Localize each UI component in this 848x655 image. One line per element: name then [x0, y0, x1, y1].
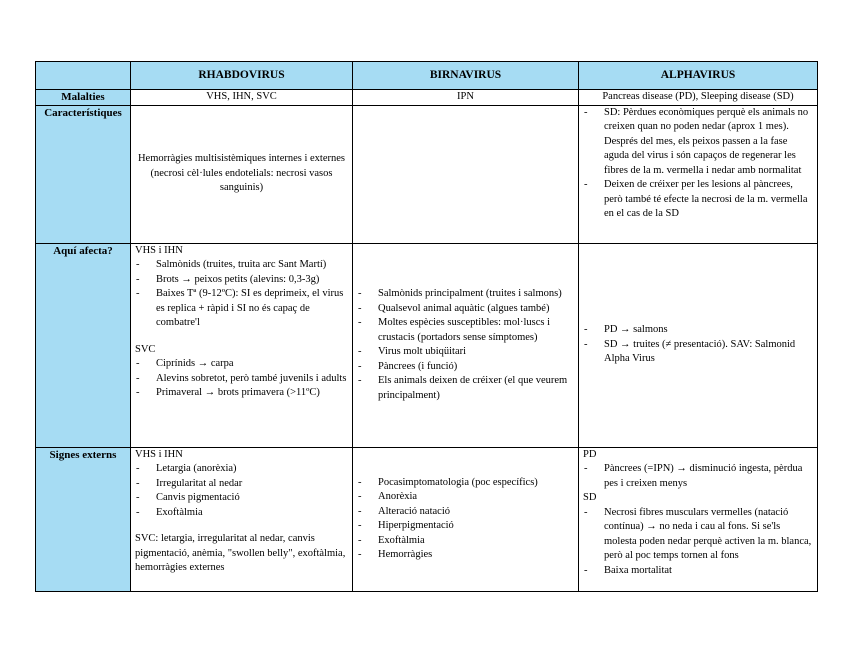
- list-item: - Hemorràgies: [357, 548, 574, 563]
- list-item: - Salmònids (truites, truita arc Sant Martí): [135, 258, 348, 273]
- list-item: - Irregularitat al nedar: [135, 477, 348, 492]
- row-label-signes-externs: Signes externs: [36, 447, 131, 591]
- header-alphavirus: ALPHAVIRUS: [579, 62, 818, 90]
- row-aqui-afecta: [36, 243, 818, 447]
- list-signes-vhs-ihn: [135, 462, 348, 520]
- row-label-aqui-afecta: Aquí afecta?: [36, 243, 131, 447]
- list-item: - Anorèxia: [357, 490, 574, 505]
- list-item: - Alevins sobretot, però també juvenils i adults: [135, 372, 348, 387]
- row-signes-externs: [36, 447, 818, 591]
- list-item: - Pàncrees (=IPN) → disminució ingesta, pèrdua pes i creixen menys: [583, 462, 813, 491]
- list-item: - Deixen de créixer per les lesions al pàncrees, però també té efecte la necrosi de la m. vermella en el cas de la SD: [583, 178, 813, 222]
- cell-aqui-afecta-rhabdo: [131, 243, 353, 447]
- list-vhs-ihn-hosts: [135, 258, 348, 331]
- list-item: - Pocasimptomatologia (poc específics): [357, 476, 574, 491]
- cell-signes-birna: [353, 447, 579, 591]
- list-item: - Canvis pigmentació: [135, 491, 348, 506]
- list-item: - PD → salmons: [583, 323, 813, 338]
- cell-aqui-afecta-alpha: [579, 243, 818, 447]
- list-item: - Primaveral → brots primavera (>11ºC): [135, 386, 348, 401]
- header-corner: [36, 62, 131, 90]
- cell-malalties-alpha: Pancreas disease (PD), Sleeping disease (SD): [579, 90, 818, 106]
- cell-malalties-birna: IPN: [353, 90, 579, 106]
- row-malalties: [36, 90, 818, 106]
- list-signes-birna: [357, 476, 574, 563]
- list-item: - Necrosi fibres musculars vermelles (natació contínua) → no neda i cau al fons. Si se'ls molesta poden nedar perquè activen la m. blanca, però al poc temps tornen al fons: [583, 506, 813, 564]
- signes-sd-title: SD: [583, 492, 597, 503]
- list-item: - SD → truites (≠ presentació). SAV: Salmonid Alpha Virus: [583, 338, 813, 367]
- header-birnavirus: BIRNAVIRUS: [353, 62, 579, 90]
- cell-signes-alpha: [579, 447, 818, 591]
- list-item: - Exoftàlmia: [357, 534, 574, 549]
- list-svc-hosts: [135, 357, 348, 401]
- list-item: - Baixa mortalitat: [583, 564, 813, 579]
- list-item: - Els animals deixen de créixer (el que veurem principalment): [357, 374, 574, 403]
- row-label-malalties: Malalties: [36, 90, 131, 106]
- cell-caracteristiques-alpha: [579, 105, 818, 243]
- signes-svc-text: SVC: letargia, irregularitat al nedar, canvis pigmentació, anèmia, "swollen belly", exoftàlmia, hemorràgies externes: [135, 533, 346, 573]
- row-label-caracteristiques: Característiques: [36, 105, 131, 243]
- list-item: - Alteració natació: [357, 505, 574, 520]
- list-item: - Salmònids principalment (truites i salmons): [357, 287, 574, 302]
- list-item: - Letargia (anorèxia): [135, 462, 348, 477]
- list-item: - SD: Pèrdues econòmiques perquè els animals no creixen quan no poden nedar (aprox 1 mes). Després del mes, els peixos passen a la fase aguda del virus i són capaços de regenerar les fibres de la m. vermella i nedar amb normalitat: [583, 106, 813, 179]
- virus-comparison-table: [35, 61, 818, 592]
- header-row: [36, 62, 818, 90]
- cell-caracteristiques-birna: [353, 105, 579, 243]
- cell-caracteristiques-rhabdo: Hemorràgies multisistèmiques internes i externes (necrosi cèl·lules endotelials: necrosi vasos sanguinis): [131, 105, 353, 243]
- list-signes-pd: [583, 462, 813, 491]
- row-caracteristiques: [36, 105, 818, 243]
- list-caracteristiques-alpha: [583, 106, 813, 222]
- vhs-ihn-title: VHS i IHN: [135, 244, 183, 256]
- list-item: - Exoftàlmia: [135, 506, 348, 521]
- list-item: - Hiperpigmentació: [357, 519, 574, 534]
- cell-aqui-afecta-birna: [353, 243, 579, 447]
- signes-vhs-ihn-title: VHS i IHN: [135, 448, 183, 460]
- signes-pd-title: PD: [583, 448, 597, 460]
- list-item: - Virus molt ubiqüitari: [357, 345, 574, 360]
- list-item: - Baixes Tª (9-12ºC): SI es deprimeix, el virus es replica + ràpid i SI no és capaç de combatre'l: [135, 287, 348, 331]
- cell-malalties-rhabdo: VHS, IHN, SVC: [131, 90, 353, 106]
- list-item: - Moltes espècies susceptibles: mol·luscs i crustacis (portadors sense símptomes): [357, 316, 574, 345]
- list-item: - Pàncrees (i funció): [357, 360, 574, 375]
- list-birna-hosts: [357, 287, 574, 403]
- list-item: - Ciprínids → carpa: [135, 357, 348, 372]
- cell-signes-rhabdo: [131, 447, 353, 591]
- list-signes-sd: [583, 506, 813, 579]
- list-alpha-hosts: [583, 323, 813, 367]
- list-item: - Brots → peixos petits (alevins: 0,3-3g): [135, 273, 348, 288]
- list-item: - Qualsevol animal aquàtic (algues també): [357, 302, 574, 317]
- svc-title: SVC: [135, 343, 156, 355]
- header-rhabdovirus: RHABDOVIRUS: [131, 62, 353, 90]
